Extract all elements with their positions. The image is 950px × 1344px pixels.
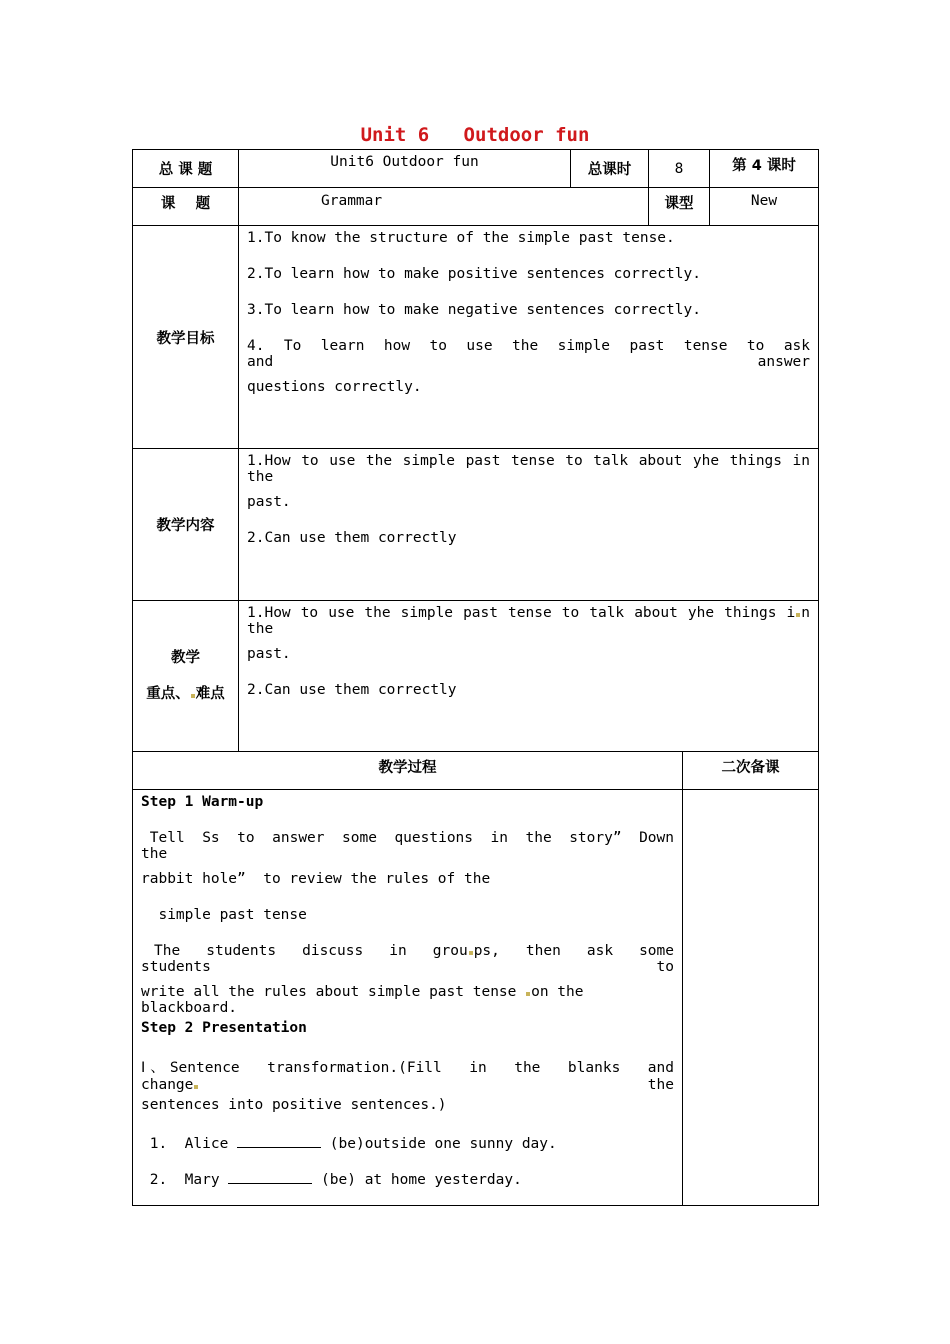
key-point-item: 2.Can use them correctly (247, 682, 457, 698)
key-point-item: past. (247, 646, 291, 662)
step1-title: Step 1 Warm-up (141, 794, 264, 810)
topic-label: 总 课 题 (133, 150, 239, 188)
objective-item: 3.To learn how to make negative sentences correctly. (247, 302, 701, 318)
lesson-topic-label: 课 题 (133, 188, 239, 226)
objectives-row (133, 226, 819, 449)
total-hours-label: 总课时 (571, 150, 649, 188)
lesson-type-label: 课型 (649, 188, 710, 226)
objective-item: 2.To learn how to make positive sentences correctly. (247, 266, 701, 282)
objective-item: 1.To know the structure of the simple past tense. (247, 230, 675, 246)
step2-line: Ⅰ、Sentence transformation.(Fill in the blanks and change the (141, 1060, 692, 1093)
revision-notes (683, 790, 819, 1206)
lesson-topic-value: Grammar (239, 188, 649, 226)
fill-blank (228, 1169, 312, 1184)
content-item: 2.Can use them correctly (247, 530, 457, 546)
content-content (239, 449, 819, 601)
objectives-content (239, 226, 828, 449)
lesson-plan-table (132, 149, 828, 1206)
edit-mark (191, 694, 195, 698)
revision-label: 二次备课 (683, 752, 819, 790)
step2-title: Step 2 Presentation (141, 1020, 307, 1036)
key-points-content (239, 601, 819, 752)
step1-line: The students discuss in grou ps, then ask some students to (141, 943, 692, 975)
topic-value: Unit6 Outdoor fun (239, 150, 571, 188)
key-points-label (133, 601, 239, 752)
key-points-label-line1: 教学 (171, 650, 200, 666)
edit-mark (194, 1085, 198, 1089)
step1-line: simple past tense (141, 907, 307, 923)
objective-item: questions correctly. (247, 379, 422, 395)
header-row-2 (133, 188, 819, 226)
content-label: 教学内容 (133, 449, 239, 601)
process-content (133, 790, 692, 1206)
step1-line: Tell Ss to answer some questions in the story” Down the (141, 830, 692, 862)
content-row (133, 449, 819, 601)
objective-item: 4. To learn how to use the simple past tense to ask and answer (247, 338, 828, 370)
key-points-row (133, 601, 819, 752)
step1-line: rabbit hole” to review the rules of the (141, 871, 491, 887)
step2-line: sentences into positive sentences.) (141, 1097, 447, 1113)
edit-mark (796, 613, 800, 617)
process-label: 教学过程 (133, 752, 683, 790)
exercise-item: 1. Alice (be)outside one sunny day. (141, 1133, 674, 1169)
objectives-label: 教学目标 (133, 226, 239, 449)
content-item: past. (247, 494, 291, 510)
content-item: 1.How to use the simple past tense to talk about yhe things in the (247, 453, 819, 485)
exercise-item: 2. Mary (be) at home yesterday. (141, 1169, 674, 1199)
header-row-1 (133, 150, 819, 188)
process-header-row (133, 752, 819, 790)
key-points-label-line2: 重点、 难点 (146, 686, 225, 702)
lesson-type-value: New (710, 188, 819, 226)
document-title: Unit 6 Outdoor fun (360, 124, 590, 146)
key-point-item: 1.How to use the simple past tense to talk about yhe things i n the (247, 605, 819, 637)
total-hours-value: 8 (649, 150, 710, 188)
fill-blank (237, 1133, 321, 1148)
process-body-row (133, 790, 819, 1206)
lesson-number: 第 4 课时 (710, 150, 819, 188)
edit-mark (526, 992, 530, 996)
step1-line: write all the rules about simple past tense on the blackboard. (141, 984, 593, 1016)
edit-mark (469, 951, 473, 955)
